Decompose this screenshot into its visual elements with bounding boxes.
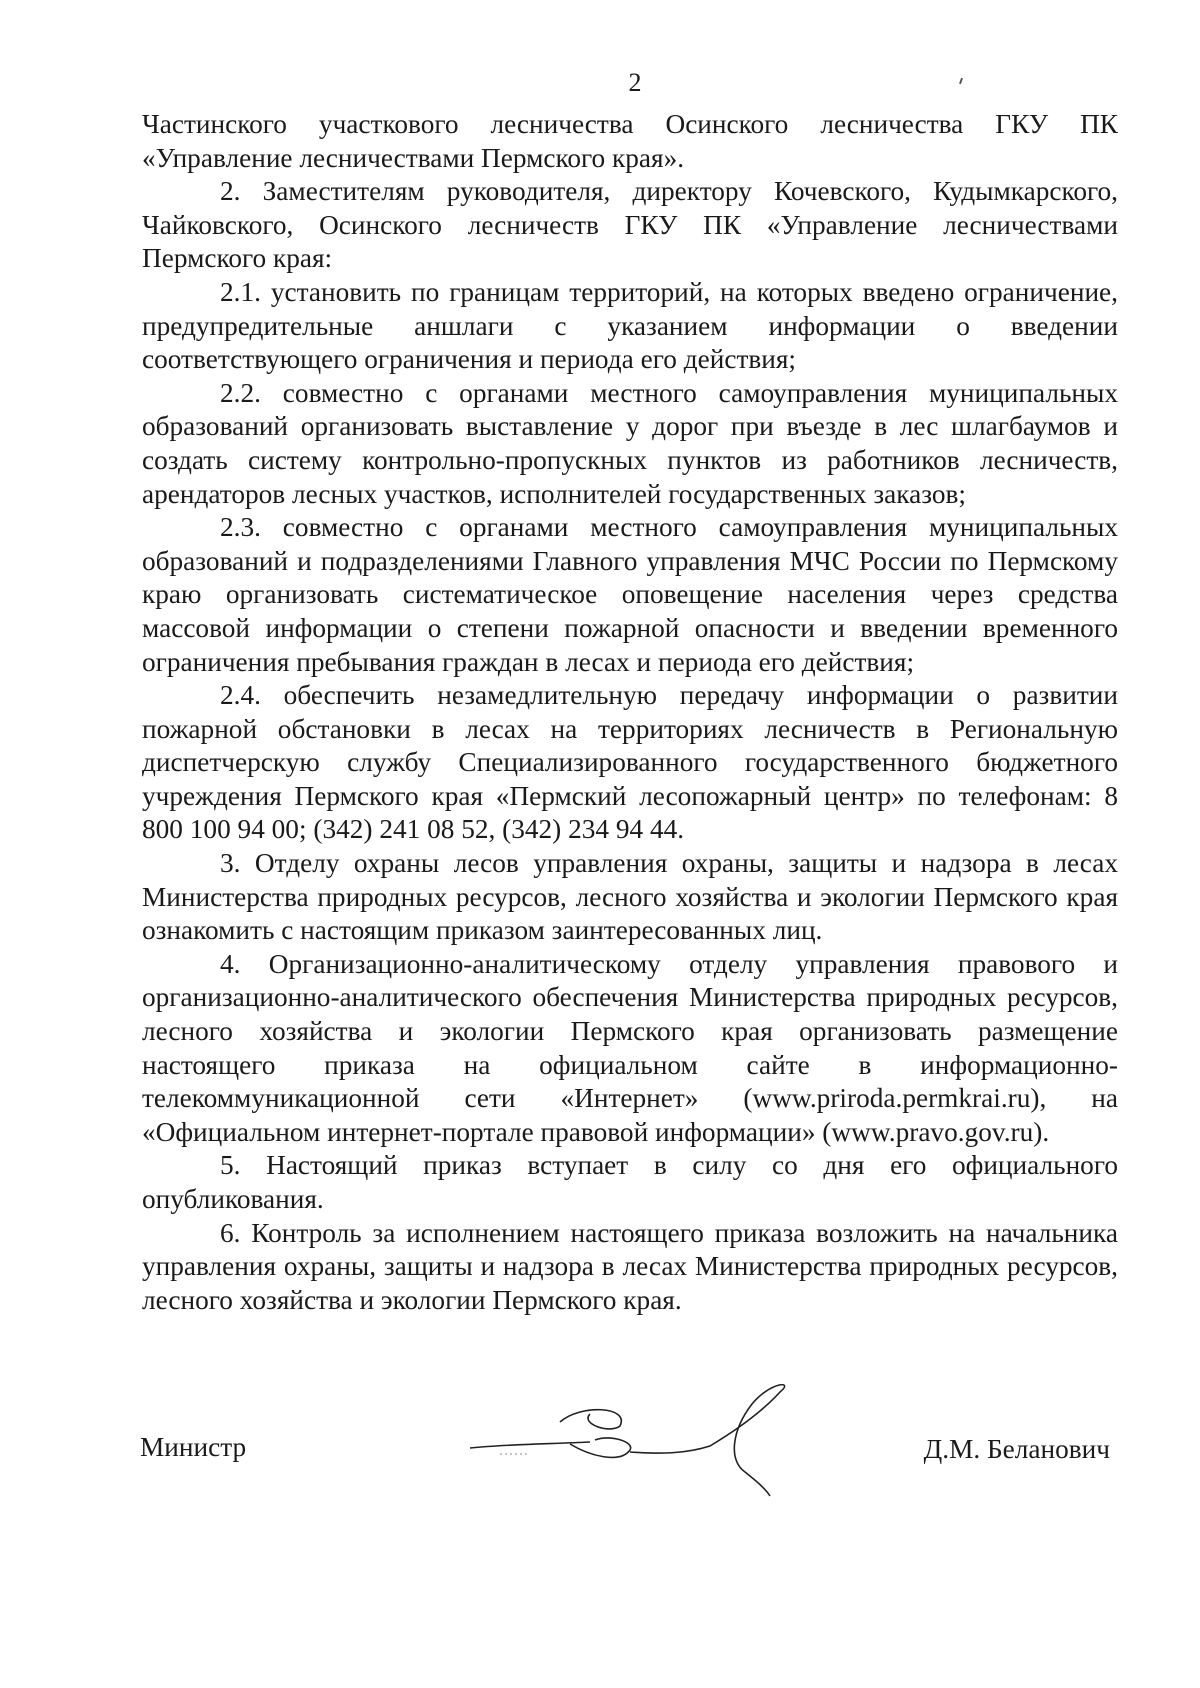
- paragraph-item-2-1: 2.1. установить по границам территорий, на которых введено ограничение, предупредительные аншлаги с указанием информации о введении соответствующего ограничения и периода его действия;: [142, 276, 1118, 375]
- paragraph-item-2-2: 2.2. совместно с органами местного самоуправления муниципальных образований организовать выставление у дорог при въезде в лес шлагбаумов и создать систему контрольно-пропускных пунктов из работников лесничеств, арендаторов лесных участков, исполнителей государственных заказов;: [142, 377, 1118, 509]
- signatory-name: Д.М. Беланович: [923, 1434, 1110, 1464]
- paragraph-item-5: 5. Настоящий приказ вступает в силу со дня его официального опубликования.: [142, 1150, 1118, 1214]
- handwritten-signature: [470, 1384, 830, 1504]
- paragraph-item-2-3: 2.3. совместно с органами местного самоуправления муниципальных образований и подразделениями Главного управления МЧС России по Пермскому краю организовать систематическое оповещение населения через средства массовой информации о степени пожарной опасности и введении временного ограничения пребывания граждан в лесах и периода его действия;: [142, 512, 1118, 677]
- paragraph-item-3: 3. Отделу охраны лесов управления охраны, защиты и надзора в лесах Министерства природных ресурсов, лесного хозяйства и экологии Пермского края ознакомить с настоящим приказом заинтересованных лиц.: [142, 848, 1118, 946]
- paragraph-item-2: 2. Заместителям руководителя, директору Кочевского, Кудымкарского, Чайковского, Осинского лесничеств ГКУ ПК «Управление лесничествами Пермского края:: [142, 176, 1118, 274]
- paragraph-item-4: 4. Организационно-аналитическому отделу управления правового и организационно-аналитического обеспечения Министерства природных ресурсов, лесного хозяйства и экологии Пермского края организовать размещение настоящего приказа на официальном сайте в информационно-телекоммуникационной сети «Интернет» (www.priroda.permkrai.ru), на «Официальном интернет-портале правовой информации» (www.pravo.gov.ru).: [142, 948, 1118, 1147]
- paragraph-continuation: Частинского участкового лесничества Осинского лесничества ГКУ ПК «Управление лесничествами Пермского края».: [142, 109, 1118, 173]
- paragraph-item-2-4: 2.4. обеспечить незамедлительную передачу информации о развитии пожарной обстановки в лесах на территориях лесничеств в Региональную диспетчерскую службу Специализированного государственного бюджетного учреждения Пермского края «Пермский лесопожарный центр» по телефонам: 8 800 100 94 00; (342) 241 08 52, (342) 234 94 44.: [142, 680, 1118, 845]
- signature-block: [140, 1384, 1120, 1504]
- paragraph-item-6: 6. Контроль за исполнением настоящего приказа возложить на начальника управления охраны, защиты и надзора в лесах Министерства природных ресурсов, лесного хозяйства и экологии Пермского края.: [142, 1217, 1118, 1315]
- page-number: 2: [628, 68, 642, 97]
- signatory-title: Министр: [140, 1432, 247, 1462]
- document-body: [142, 108, 1118, 1317]
